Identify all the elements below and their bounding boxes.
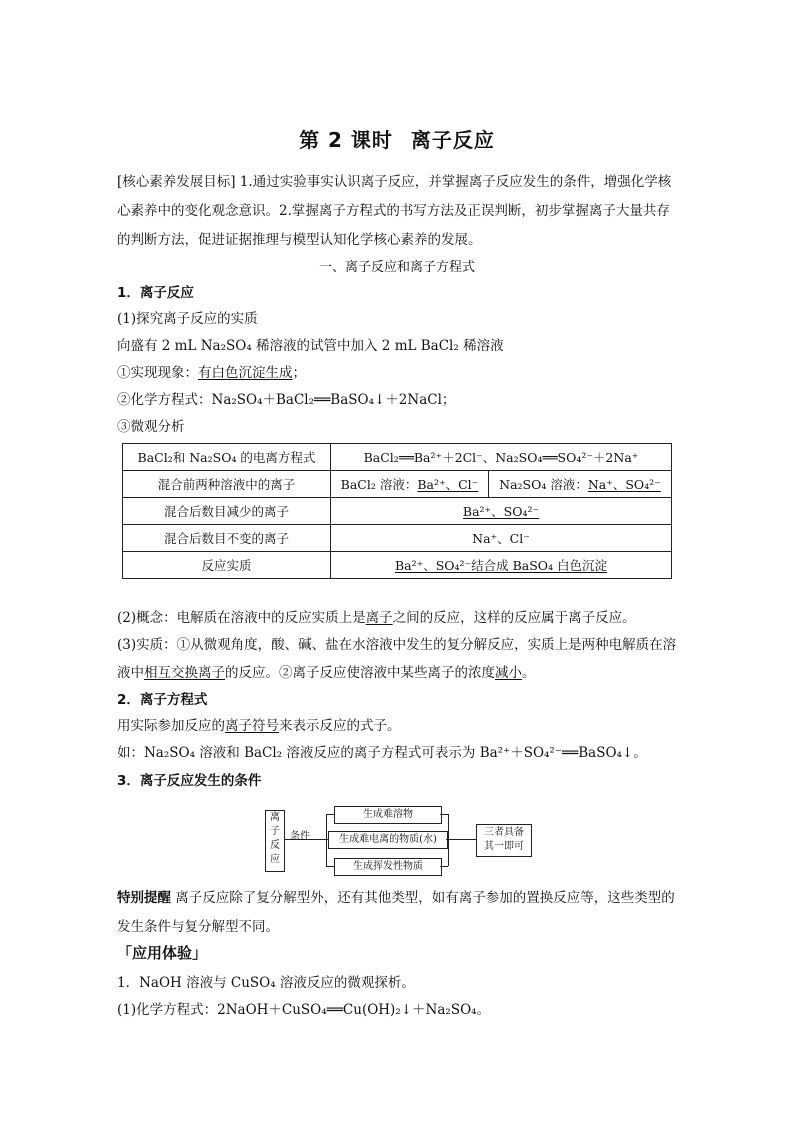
concept-line: (2)概念：电解质在溶液中的反应实质上是离子之间的反应，这样的反应属于离子反应。 (117, 610, 636, 626)
table-row (123, 444, 672, 471)
practice-heading: 「应用体验」 (117, 944, 208, 962)
table-cell-label: 反应实质 (123, 552, 331, 579)
diagram-item: 生成挥发性物质 (334, 858, 442, 876)
reaction-conditions-diagram (262, 806, 532, 872)
micro-analysis-table (122, 443, 672, 579)
micro-analysis-label: ③微观分析 (117, 419, 185, 435)
diagram-condition-label: 条件 (290, 831, 310, 842)
subsection-heading-2: 2．离子方程式 (117, 692, 208, 708)
table-row (123, 525, 672, 552)
lesson-number: 第 2 课时 (299, 128, 393, 152)
table-row (123, 471, 672, 498)
table-row (123, 498, 672, 525)
table-cell-value: Ba²⁺、SO₄²⁻ (331, 498, 672, 525)
objectives-tag: [核心素养发展目标] (117, 174, 236, 190)
subsection-heading-1: 1．离子反应 (117, 285, 194, 301)
tip-label: 特别提醒 (117, 890, 171, 906)
table-row (123, 552, 672, 579)
ionic-equation-definition: 用实际参加反应的离子符号来表示反应的式子。 (117, 718, 401, 734)
special-tip: 特别提醒 离子反应除了复分解型外，还有其他类型，如有离子参加的置换反应等，这些类型的发生条件与复分解型不同。 (117, 890, 675, 935)
diagram-item: 生成难电离的物质(水) (328, 831, 448, 849)
core-objectives (117, 168, 679, 255)
chemical-equation-line: ②化学方程式：Na₂SO₄＋BaCl₂══BaSO₄↓＋2NaCl； (117, 392, 456, 408)
practice-question-1: 1．NaOH 溶液与 CuSO₄ 溶液反应的微观探析。 (117, 975, 415, 991)
diagram-left-box: 离子反应 (265, 810, 285, 872)
phenomenon-answer: 有白色沉淀生成 (198, 365, 293, 381)
table-cell-label: BaCl₂和 Na₂SO₄ 的电离方程式 (123, 444, 331, 471)
page-title (0, 124, 794, 153)
table-cell-value: Ba²⁺、SO₄²⁻结合成 BaSO₄ 白色沉淀 (331, 552, 672, 579)
practice-answer-1a: (1)化学方程式：2NaOH＋CuSO₄══Cu(OH)₂↓＋Na₂SO₄。 (117, 1002, 491, 1018)
experiment-text: 向盛有 2 mL Na₂SO₄ 稀溶液的试管中加入 2 mL BaCl₂ 稀溶液 (117, 338, 504, 354)
table-cell-label: 混合前两种溶液中的离子 (123, 471, 331, 498)
table-cell-label: 混合后数目不变的离子 (123, 525, 331, 552)
table-cell-value: Na⁺、Cl⁻ (331, 525, 672, 552)
section-heading: 一、离子反应和离子方程式 (318, 260, 475, 275)
ionic-equation-example: 如：Na₂SO₄ 溶液和 BaCl₂ 溶液反应的离子方程式可表示为 Ba²⁺＋SO₄²⁻══BaSO₄↓。 (117, 745, 647, 761)
table-cell-label: 混合后数目减少的离子 (123, 498, 331, 525)
phenomenon-line: ①实现现象：有白色沉淀生成； (117, 365, 306, 381)
objectives-text: 1.通过实验事实认识离子反应，并掌握离子反应发生的条件，增强化学核心素养中的变化观念意识。2.掌握离子方程式的书写方法及正误判断，初步掌握离子大量共存的判断方法，促进证据推理与模型认知化学核心素养的发展。 (117, 174, 672, 248)
sub-item-1: (1)探究离子反应的实质 (117, 311, 258, 327)
chemical-equation: Na₂SO₄＋BaCl₂══BaSO₄↓＋2NaCl； (211, 392, 456, 408)
table-cell-value: BaCl₂ 溶液：Ba²⁺、Cl⁻ (331, 471, 489, 498)
table-cell-value: BaCl₂══Ba²⁺＋2Cl⁻、Na₂SO₄══SO₄²⁻＋2Na⁺ (331, 444, 672, 471)
lesson-title: 离子反应 (410, 128, 495, 152)
essence-paragraph: (3)实质：①从微观角度，酸、碱、盐在水溶液中发生的复分解反应，实质上是两种电解质在溶液中相互交换离子的反应。②离子反应使溶液中某些离子的浓度减小。 (117, 637, 677, 681)
subsection-heading-3: 3．离子反应发生的条件 (117, 773, 262, 789)
table-cell-value: Na₂SO₄ 溶液：Na⁺、SO₄²⁻ (488, 471, 671, 498)
diagram-item: 生成难溶物 (334, 806, 442, 824)
diagram-right-box: 三者具备 其一即可 (476, 824, 532, 857)
